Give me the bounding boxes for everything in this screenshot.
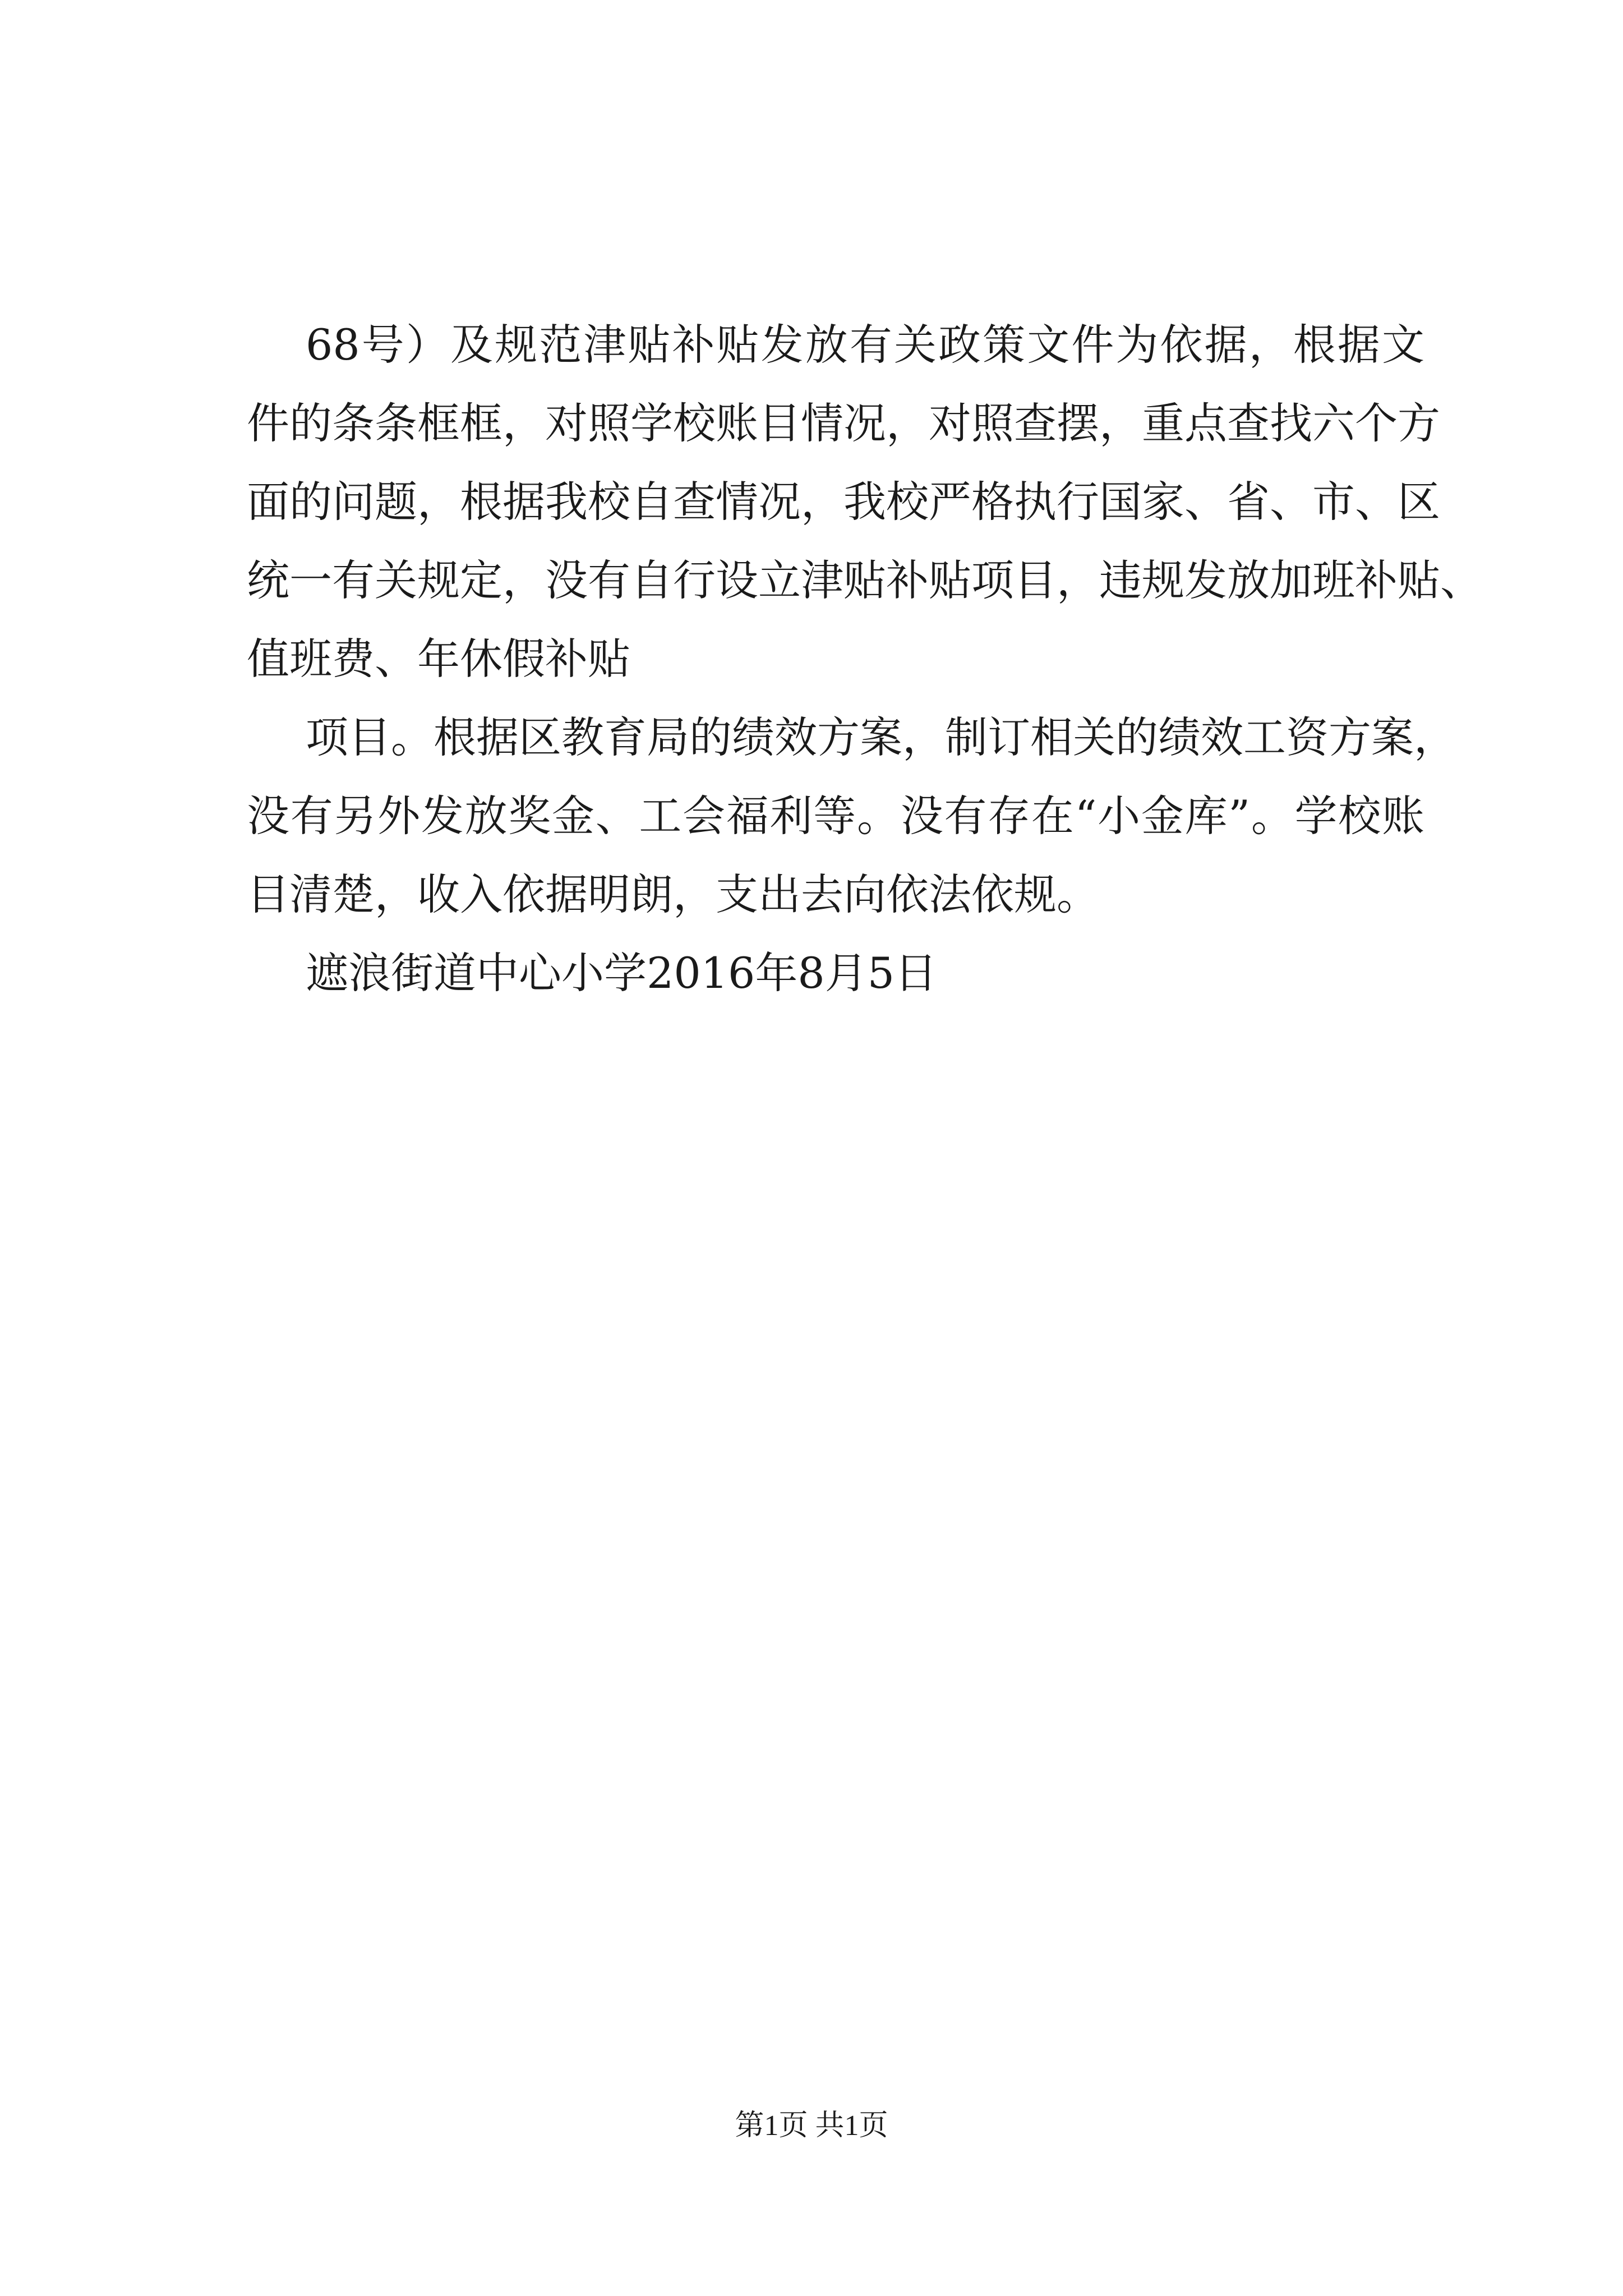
paragraph-1 [247, 306, 1483, 698]
text-line: 件的条条框框，对照学校账目情况，对照查摆，重点查找六个方 [247, 398, 1440, 448]
signature-line: 遮浪街道中心小学2016年8月5日 [306, 948, 938, 998]
text-line: 项目。根据区教育局的绩效方案，制订相关的绩效工资方案， [306, 712, 1456, 762]
text-line: 没有另外发放奖金、工会福利等。没有存在“小金库”。学校账 [247, 791, 1424, 841]
text-line: 值班费、年休假补贴 [247, 634, 630, 684]
page-footer [0, 2106, 1623, 2146]
page-number: 第1页 共1页 [735, 2110, 888, 2142]
text-line: 统一有关规定，没有自行设立津贴补贴项目，违规发放加班补贴、 [247, 555, 1483, 605]
paragraph-2 [247, 698, 1456, 934]
document-body [247, 306, 1483, 1013]
text-line: 目清楚，收入依据明朗，支出去向依法依规。 [247, 869, 1099, 919]
text-line: 面的问题，根据我校自查情况，我校严格执行国家、省、市、区 [247, 477, 1440, 527]
text-line: 68号）及规范津贴补贴发放有关政策文件为依据，根据文 [306, 320, 1424, 370]
